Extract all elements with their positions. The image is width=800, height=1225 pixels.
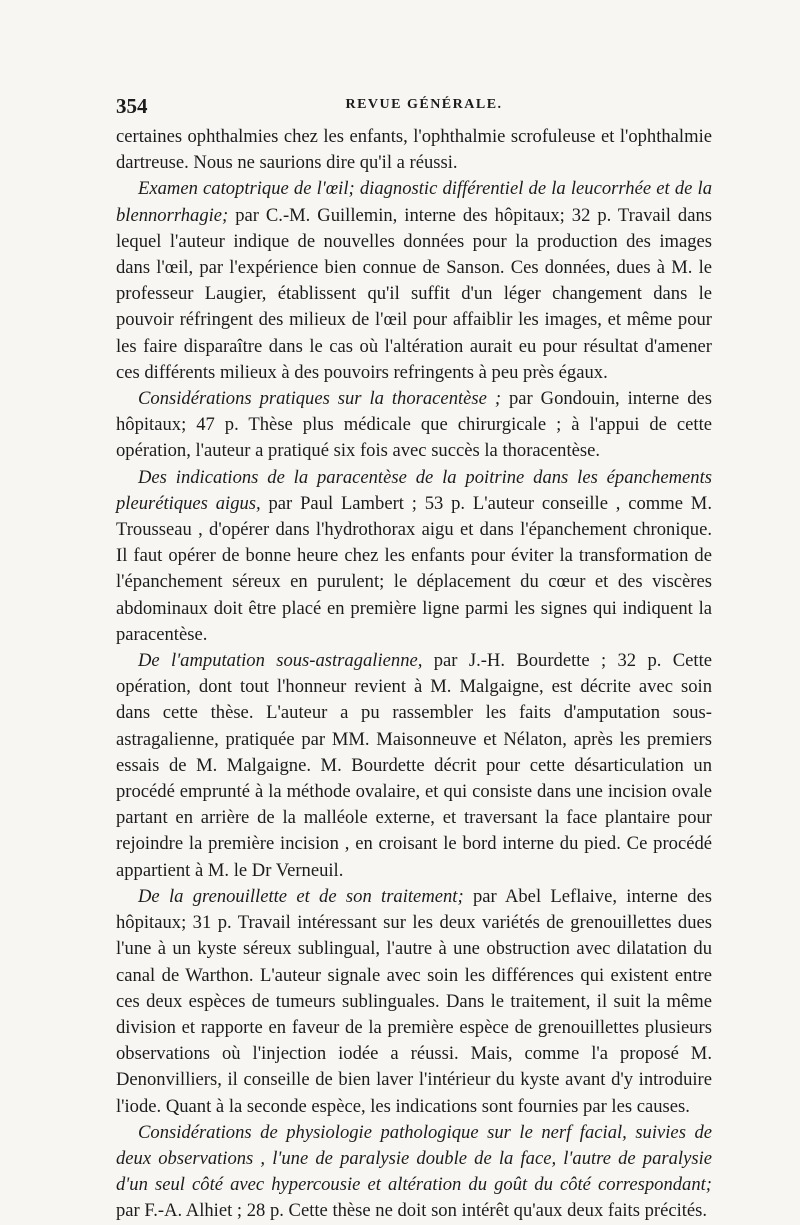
thesis-title: Examen catoptrique de l'œil; diagnostic différentiel de la leucorrhée et de la blennorrhagie; [116,178,712,226]
article-body [116,124,712,1225]
thesis-title: De l'amputation sous-astragalienne, [138,650,423,672]
paragraph-text: par C.-M. Guillemin, interne des hôpitaux; 32 p. Travail dans lequel l'auteur indique de nouvelles données pour la production des images dans l'œil, par l'expérience bien connue de Sanson. Ces données, dues à M. le professeur Laugier, établissent qu'il suffit d'un léger changement dans le pouvoir réfringent des milieux de l'œil pour affaiblir les images, et même pour les faire disparaître dans le cas où l'altération aurait eu pour résultat d'amener ces différents milieux à des pouvoirs refringents à peu près égaux. [116,204,712,383]
paragraph-gondouin [116,386,712,465]
paragraph-text: certaines ophthalmies chez les enfants, l'ophthalmie scrofuleuse et l'ophthalmie dartreuse. Nous ne saurions dire qu'il a réussi. [116,126,712,174]
running-title: REVUE GÉNÉRALE. [345,97,503,112]
thesis-title: De la grenouillette et de son traitement; [138,885,464,907]
thesis-title: Considérations de physiologie pathologique sur le nerf facial, suivies de deux observations , l'une de paralysie double de la face, l'autre de paralysie d'un seul côté avec hypercousie et altération du goût du côté correspondant; [116,1121,712,1196]
page-number: 354 [116,94,148,118]
paragraph-text: par J.-H. Bourdette ; 32 p. Cette opération, dont tout l'honneur revient à M. Malgaigne, est décrite avec soin dans cette thèse. L'auteur a pu rassembler les faits d'amputation sous-astragalienne, pratiquée par MM. Maisonneuve et Nélaton, après les premiers essais de M. Malgaigne. M. Bourdette décrit pour cette désarticulation un procédé emprunté à la méthode ovalaire, et qui consiste dans une incision ovale partant en arrière de la malléole externe, et traversant la face plantaire pour rejoindre la première incision , en croisant le bord interne du pied. Ce procédé appartient à M. le Dr Verneuil. [116,650,712,881]
thesis-title: Des indications de la paracentèse de la poitrine dans les épanchements pleurétiques aigus, [116,466,712,514]
paragraph-guillemin [116,176,712,386]
paragraph-alhiet [116,1120,712,1225]
page-header [116,94,712,124]
paragraph-text: par Abel Leflaive, interne des hôpitaux; 31 p. Travail intéressant sur les deux variétés de grenouillettes dues l'une à un kyste séreux sublingual, l'autre à une obstruction avec dilatation du canal de Warthon. L'auteur signale avec soin les différences qui existent entre ces deux espèces de tumeurs sublinguales. Dans le traitement, il suit la même division et rapporte en faveur de la première espèce de grenouillettes plusieurs observations où l'injection iodée a réussi. Mais, comme l'a proposé M. Denonvilliers, il conseille de bien laver l'intérieur du kyste avant d'y introduire l'iode. Quant à la seconde espèce, les indications sont fournies par les causes. [116,885,712,1117]
paragraph-lambert [116,465,712,648]
paragraph-bourdette [116,648,712,884]
paragraph-leflaive [116,884,712,1120]
thesis-title: Considérations pratiques sur la thoracentèse ; [138,388,502,410]
paragraph-text: par Gondouin, interne des hôpitaux; 47 p. Thèse plus médicale que chirurgicale ; à l'appui de cette opération, l'auteur a pratiqué six fois avec succès la thoracentèse. [116,388,712,462]
paragraph-continuation [116,124,712,176]
paragraph-text: par F.-A. Alhiet ; 28 p. Cette thèse ne doit son intérêt qu'aux deux faits précités. [116,1200,708,1222]
paragraph-text: par Paul Lambert ; 53 p. L'auteur conseille , comme M. Trousseau , d'opérer dans l'hydrothorax aigu et dans l'épanchement chronique. Il faut opérer de bonne heure chez les enfants pour éviter la transformation de l'épanchement séreux en purulent; le déplacement du cœur et des viscères abdominaux doit être placé en première ligne parmi les signes qui indiquent la paracentèse. [116,492,712,645]
